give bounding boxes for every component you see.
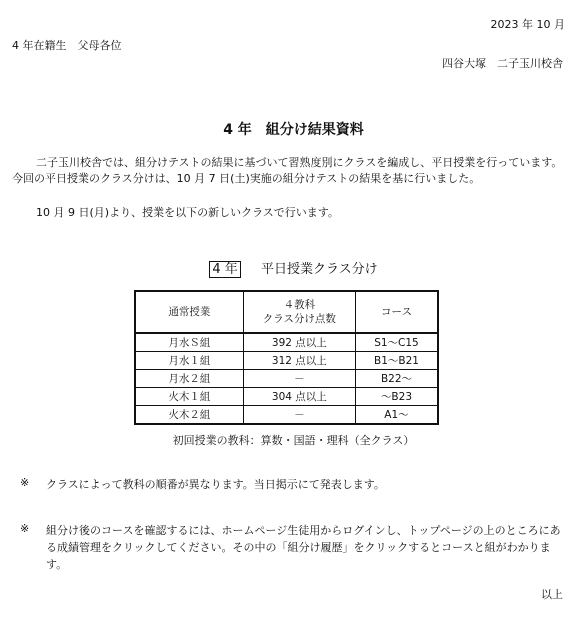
- course-cell: B22～: [355, 370, 438, 388]
- table-row: [135, 388, 438, 406]
- sender-line: 四谷大塚 二子玉川校舎: [442, 57, 563, 70]
- note-course-check: 組分け後のコースを確認するには、ホームページ生徒用からログインし、トップページの上のところにある成績管理をクリックしてください。その中の「組分け履歴」をクリックするとコースと組がわかります。: [46, 524, 561, 571]
- course-cell: A1～: [355, 406, 438, 425]
- score-cell: 304 点以上: [243, 388, 355, 406]
- table-header-row: [135, 291, 438, 333]
- table-row: [135, 406, 438, 425]
- note-mark: ※: [20, 476, 30, 489]
- document-title: 4 年 組分け結果資料: [223, 122, 364, 138]
- document-date: 2023 年 10 月: [490, 18, 565, 31]
- grade-box: 4 年: [209, 261, 240, 278]
- class-name-cell: 月水Ｓ組: [135, 333, 243, 352]
- table-row: [135, 370, 438, 388]
- note-mark: ※: [20, 522, 30, 535]
- header-four-subjects: ４教科: [283, 299, 316, 311]
- class-name-cell: 火木２組: [135, 406, 243, 425]
- class-table: [134, 290, 439, 425]
- header-class-score: クラス分け点数: [262, 313, 336, 325]
- class-name-cell: 火木１組: [135, 388, 243, 406]
- header-score: [243, 291, 355, 333]
- score-cell: 312 点以上: [243, 352, 355, 370]
- table-footnote: 初回授業の教科：算数・国語・理科（全クラス）: [172, 434, 415, 447]
- class-name-cell: 月水２組: [135, 370, 243, 388]
- table-row: [135, 333, 438, 352]
- start-date-paragraph: 10 月 9 日(月)より、授業を以下の新しいクラスで行います。: [36, 206, 339, 219]
- section-heading: [0, 258, 587, 277]
- intro-paragraph: 二子玉川校舎では、組分けテストの結果に基づいて習熟度別にクラスを編成し、平日授業を行っています。今回の平日授業のクラス分けは、10 月 7 日(土)実施の組分けテストの結果を基に行いました。: [12, 156, 563, 185]
- header-course: コース: [355, 291, 438, 333]
- closing-word: 以上: [541, 588, 563, 601]
- course-cell: B1～B21: [355, 352, 438, 370]
- section-title: 平日授業クラス分け: [261, 262, 378, 277]
- class-name-cell: 月水１組: [135, 352, 243, 370]
- recipient-line: 4 年在籍生 父母各位: [12, 39, 122, 52]
- course-cell: ～B23: [355, 388, 438, 406]
- score-cell: －: [243, 406, 355, 425]
- note-subject-order: クラスによって教科の順番が異なります。当日掲示にて発表します。: [46, 478, 385, 491]
- header-regular-class: 通常授業: [135, 291, 243, 333]
- course-cell: S1～C15: [355, 333, 438, 352]
- table-row: [135, 352, 438, 370]
- score-cell: －: [243, 370, 355, 388]
- score-cell: 392 点以上: [243, 333, 355, 352]
